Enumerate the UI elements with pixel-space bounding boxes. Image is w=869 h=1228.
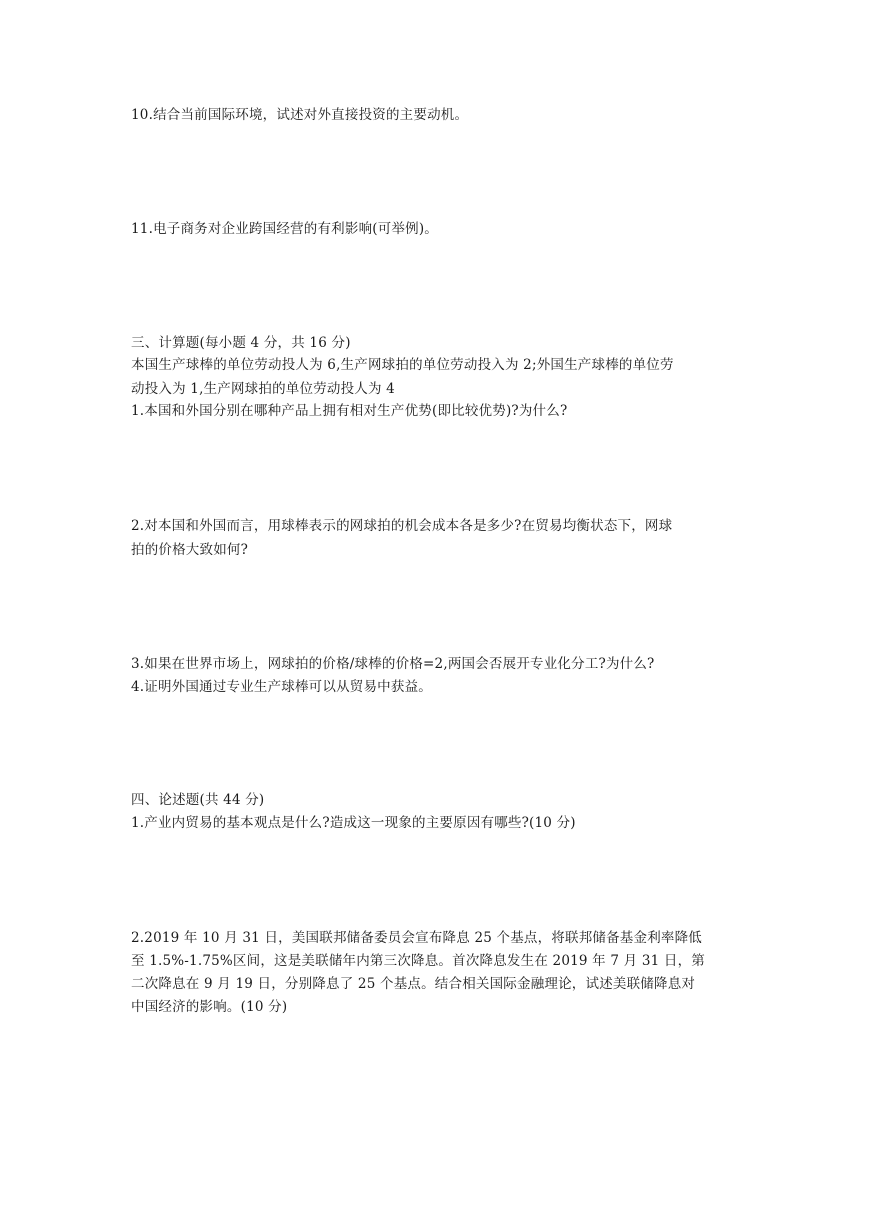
section-4-heading: 四、论述题(共 44 分) [131,792,265,808]
section-3-question-4: 4.证明外国通过专业生产球棒可以从贸易中获益。 [131,679,432,695]
section-3-question-2-line-2: 拍的价格大致如何? [131,542,249,558]
section-4-question-2-line-1: 2.2019 年 10 月 31 日，美国联邦储备委员会宣布降息 25 个基点，将联邦储备基金利率降低 [131,930,703,946]
section-4-question-2-line-4: 中国经济的影响。(10 分) [131,999,288,1015]
question-11: 11.电子商务对企业跨国经营的有利影响(可举例)。 [131,221,439,237]
section-3-question-3: 3.如果在世界市场上，网球拍的价格/球棒的价格=2,两国会否展开专业化分工?为什么? [131,656,655,672]
section-3-heading: 三、计算题(每小题 4 分，共 16 分) [131,335,351,351]
section-4-question-2-line-2: 至 1.5%-1.75%区间，这是美联储年内第三次降息。首次降息发生在 2019 年 7 月 31 日，第 [131,953,706,969]
section-4-question-2-line-3: 二次降息在 9 月 19 日，分别降息了 25 个基点。结合相关国际金融理论，试述美联储降息对 [131,976,696,992]
section-3-intro-line-1: 本国生产球棒的单位劳动投人为 6,生产网球拍的单位劳动投入为 2;外国生产球棒的单位劳 [131,357,674,373]
section-4-question-1: 1.产业内贸易的基本观点是什么?造成这一现象的主要原因有哪些?(10 分) [131,815,576,831]
section-3-question-1: 1.本国和外国分别在哪种产品上拥有相对生产优势(即比较优势)?为什么? [131,403,568,419]
question-10: 10.结合当前国际环境，试述对外直接投资的主要动机。 [131,107,469,123]
section-3-intro-line-2: 动投入为 1,生产网球拍的单位劳动投人为 4 [131,381,395,397]
section-3-question-2-line-1: 2.对本国和外国而言，用球棒表示的网球拍的机会成本各是多少?在贸易均衡状态下，网球 [131,518,673,534]
